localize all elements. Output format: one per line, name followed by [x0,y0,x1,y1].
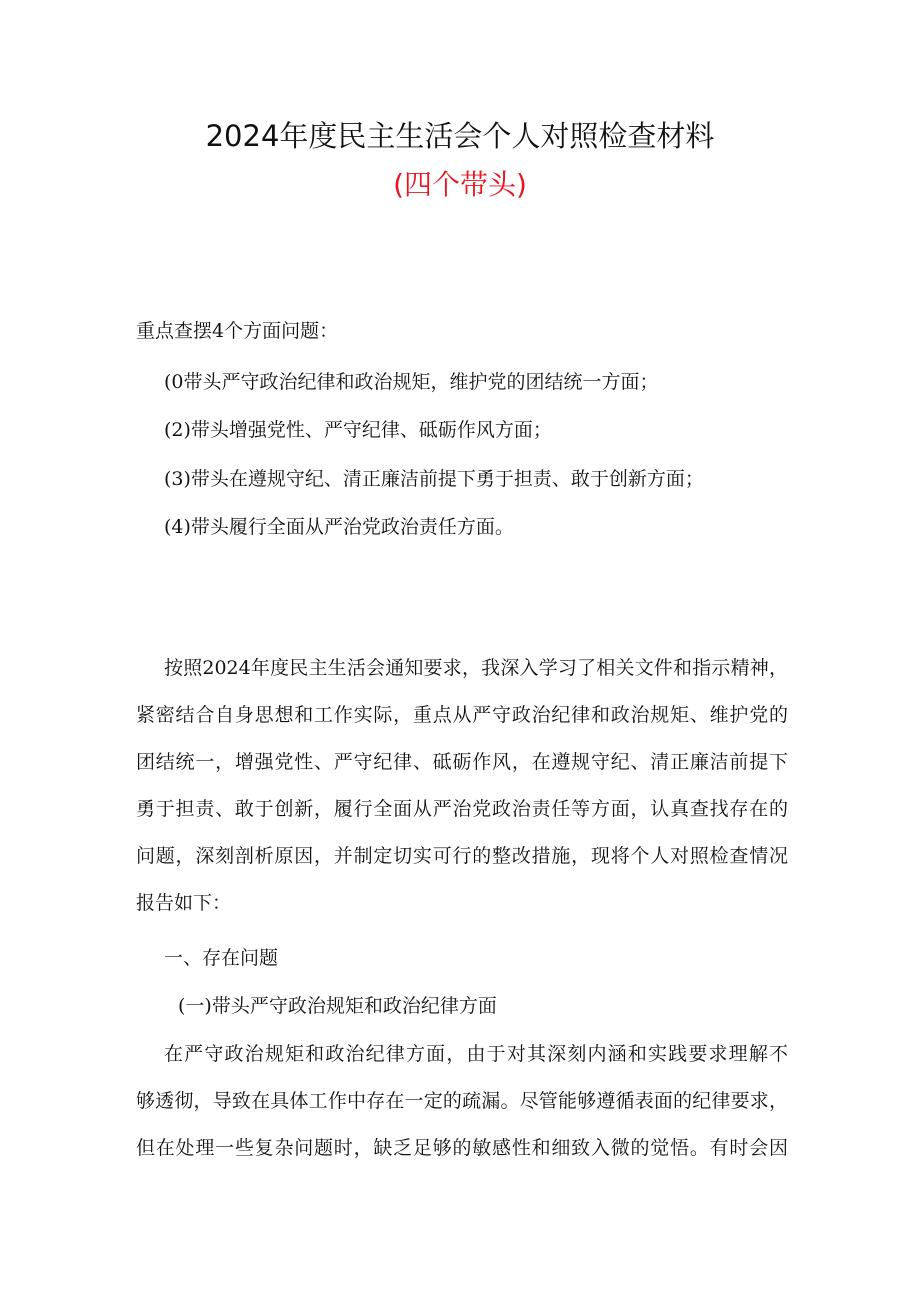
document-title: 2024年度民主生活会个人对照检查材料 [205,119,715,153]
section-paragraph [136,1040,788,1181]
subsection-heading: (一)带头严守政治规矩和政治纪律方面 [178,995,497,1017]
key-issue-item: (2)带头增强党性、严守纪律、砥砺作风方面； [164,419,552,441]
document-subtitle: (四个带头) [393,168,527,201]
paragraph-line: 按照2024年度民主生活会通知要求，我深入学习了相关文件和指示精神， [164,657,788,679]
paragraph-line: 但在处理一些复杂问题时，缺乏足够的敏感性和细致入微的觉悟。有时会因 [136,1137,788,1159]
key-issue-item: (4)带头履行全面从严治党政治责任方面。 [164,516,514,538]
paragraph-line: 紧密结合自身思想和工作实际，重点从严守政治纪律和政治规矩、维护党的 [136,704,788,726]
paragraph-line: 问题，深刻剖析原因，并制定切实可行的整改措施，现将个人对照检查情况 [136,845,788,867]
key-issue-item: (3)带头在遵规守纪、清正廉洁前提下勇于担责、敢于创新方面； [164,468,704,490]
key-issue-item: (0带头严守政治纪律和政治规矩，维护党的团结统一方面； [164,371,659,393]
intro-paragraph [136,654,788,936]
paragraph-line: 够透彻，导致在具体工作中存在一定的疏漏。尽管能够遵循表面的纪律要求， [136,1090,788,1112]
paragraph-line: 团结统一，增强党性、严守纪律、砥砺作风，在遵规守纪、清正廉洁前提下 [136,751,788,773]
key-issues-heading: 重点查摆4个方面问题： [136,320,339,342]
paragraph-line: 勇于担责、敢于创新，履行全面从严治党政治责任等方面，认真查找存在的 [136,798,788,820]
section-heading: 一、存在问题 [164,947,279,969]
paragraph-line: 在严守政治规矩和政治纪律方面，由于对其深刻内涵和实践要求理解不 [164,1043,788,1065]
paragraph-line: 报告如下： [136,892,232,914]
